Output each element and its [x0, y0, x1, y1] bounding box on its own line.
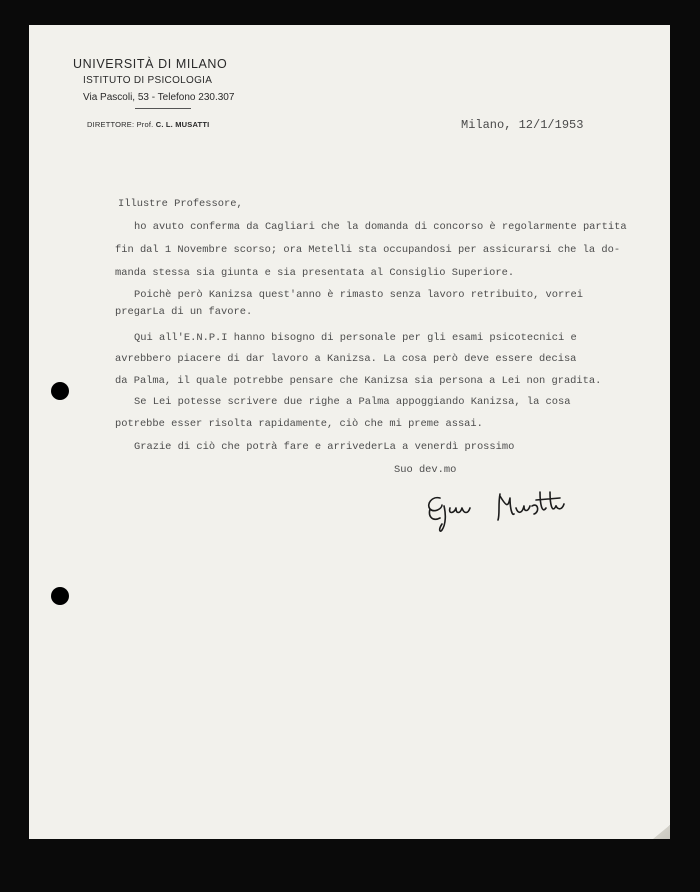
punch-hole-bottom [51, 587, 69, 605]
body-line: Grazie di ciò che potrà fare e arrivederLa a venerdì prossimo [134, 441, 515, 453]
director-line [87, 120, 209, 129]
punch-hole-top [51, 382, 69, 400]
letter-page [29, 25, 670, 839]
salutation: Illustre Professore, [118, 198, 243, 210]
handwritten-signature [420, 478, 580, 538]
body-line: da Palma, il quale potrebbe pensare che Kanizsa sia persona a Lei non gradita. [115, 375, 602, 387]
letterhead [73, 57, 235, 129]
director-label: DIRETTORE: Prof. [87, 120, 154, 129]
director-name: C. L. MUSATTI [155, 120, 210, 129]
institute-address: Via Pascoli, 53 - Telefono 230.307 [83, 92, 235, 103]
body-line: Se Lei potesse scrivere due righe a Palma appoggiando Kanizsa, la cosa [134, 396, 571, 408]
body-line: potrebbe esser risolta rapidamente, ciò che mi preme assai. [115, 418, 483, 430]
body-line: Qui all'E.N.P.I hanno bisogno di personale per gli esami psicotecnici e [134, 332, 577, 344]
body-line: Poichè però Kanizsa quest'anno è rimasto senza lavoro retribuito, vorrei [134, 289, 583, 301]
institute-name: ISTITUTO DI PSICOLOGIA [83, 75, 213, 86]
university-name: UNIVERSITÀ DI MILANO [73, 57, 228, 71]
body-line: ho avuto conferma da Cagliari che la domanda di concorso è regolarmente partita [134, 221, 627, 233]
body-line: avrebbero piacere di dar lavoro a Kanizsa. La cosa però deve essere decisa [115, 353, 577, 365]
body-line: manda stessa sia giunta e sia presentata al Consiglio Superiore. [115, 267, 515, 279]
letterhead-rule [135, 108, 191, 109]
body-line: fin dal 1 Novembre scorso; ora Metelli sta occupandosi per assicurarsi che la do- [115, 244, 621, 256]
letter-closing: Suo dev.mo [394, 464, 457, 476]
letter-date: Milano, 12/1/1953 [461, 118, 584, 132]
body-line: pregarLa di un favore. [115, 306, 253, 318]
